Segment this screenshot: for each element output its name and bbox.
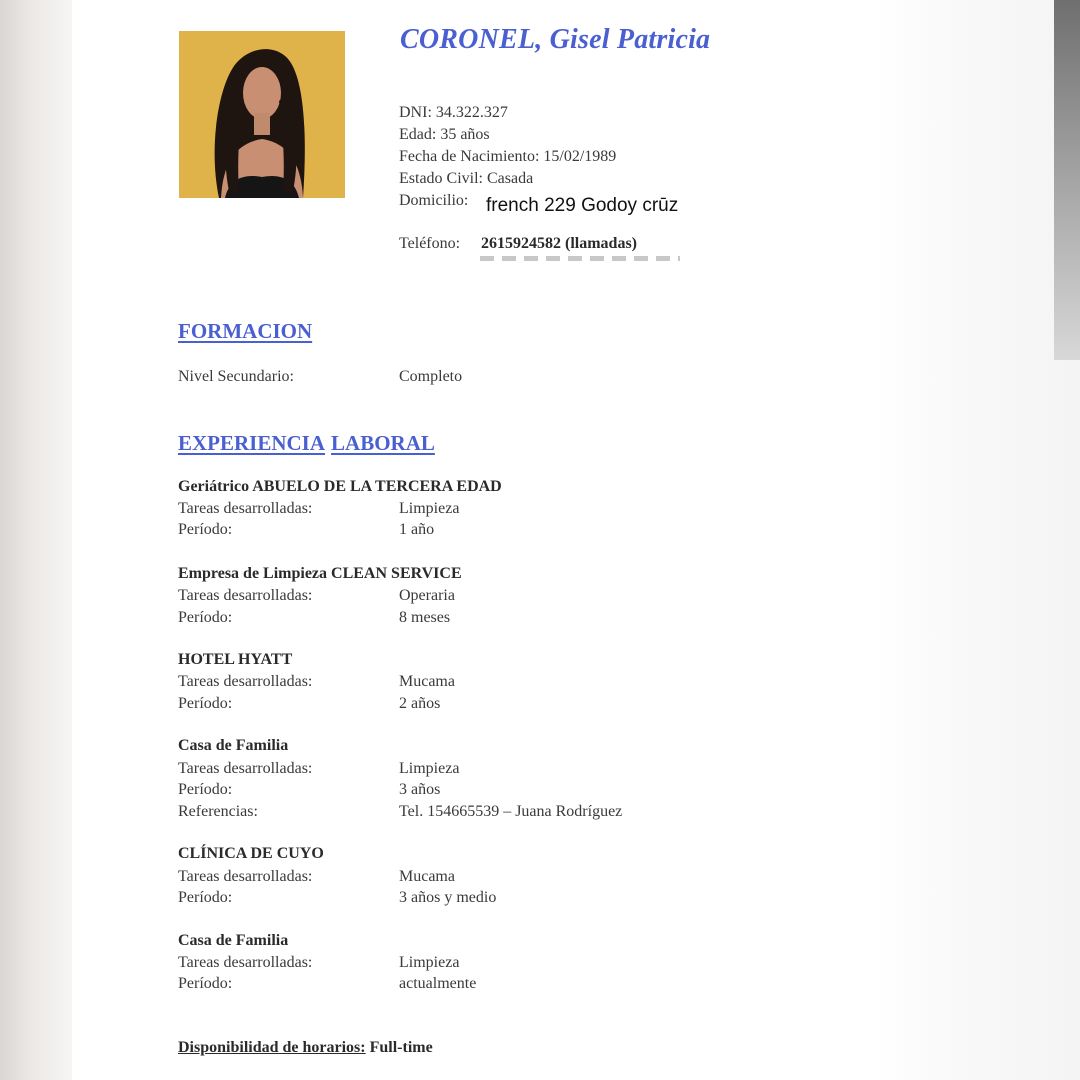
dni: DNI: 34.322.327	[399, 104, 508, 121]
domicilio-overlay-text: french 229 Godoy crūz	[486, 195, 679, 216]
section-experiencia-word1: EXPERIENCIA	[178, 431, 326, 455]
candidate-name: CORONEL, Gisel Patricia	[400, 24, 711, 55]
section-experiencia	[178, 431, 435, 456]
job-label: Referencias:	[178, 803, 258, 820]
telefono-value: 2615924582 (llamadas)	[481, 235, 637, 252]
job-title: Geriátrico ABUELO DE LA TERCERA EDAD	[178, 478, 502, 495]
job-label: Período:	[178, 609, 233, 626]
domicilio-label: Domicilio:	[399, 192, 469, 209]
formacion-value: Completo	[399, 368, 463, 385]
cropped-line	[480, 256, 680, 261]
background-right-edge	[874, 0, 1080, 1080]
job-value: 8 meses	[399, 609, 451, 626]
background-left-edge	[0, 0, 72, 1080]
job-label: Tareas desarrolladas:	[178, 868, 313, 885]
job-label: Tareas desarrolladas:	[178, 954, 313, 971]
job-title: Empresa de Limpieza CLEAN SERVICE	[178, 565, 462, 582]
job-label: Período:	[178, 521, 233, 538]
job-value: 2 años	[399, 695, 441, 712]
background-right-shadow	[1054, 0, 1080, 360]
disponibilidad-value: Full-time	[369, 1039, 433, 1056]
job-title: Casa de Familia	[178, 932, 289, 949]
telefono-label: Teléfono:	[399, 235, 461, 252]
job-value: Mucama	[399, 673, 455, 690]
job-value: Limpieza	[399, 500, 460, 517]
job-value: Limpieza	[399, 954, 460, 971]
job-value: Limpieza	[399, 760, 460, 777]
job-label: Período:	[178, 889, 233, 906]
job-value: actualmente	[399, 975, 477, 992]
job-value: Mucama	[399, 868, 455, 885]
job-value: 1 año	[399, 521, 435, 538]
disponibilidad	[178, 1039, 433, 1057]
job-title: HOTEL HYATT	[178, 651, 293, 668]
formacion-label: Nivel Secundario:	[178, 368, 294, 385]
job-label: Período:	[178, 781, 233, 798]
disponibilidad-label: Disponibilidad de horarios:	[178, 1039, 366, 1056]
profile-photo	[179, 31, 345, 198]
job-label: Tareas desarrolladas:	[178, 760, 313, 777]
job-title: CLÍNICA DE CUYO	[178, 845, 324, 862]
section-experiencia-word2: LABORAL	[331, 431, 435, 455]
job-label: Período:	[178, 975, 233, 992]
section-formacion: FORMACION	[178, 319, 313, 343]
job-value: Tel. 154665539 – Juana Rodríguez	[399, 803, 623, 820]
job-value: 3 años	[399, 781, 441, 798]
job-value: 3 años y medio	[399, 889, 497, 906]
job-title: Casa de Familia	[178, 737, 289, 754]
job-label: Período:	[178, 695, 233, 712]
job-label: Tareas desarrolladas:	[178, 673, 313, 690]
job-label: Tareas desarrolladas:	[178, 500, 313, 517]
fecha-nacimiento: Fecha de Nacimiento: 15/02/1989	[399, 148, 617, 165]
job-label: Tareas desarrolladas:	[178, 587, 313, 604]
estado-civil: Estado Civil: Casada	[399, 170, 534, 187]
edad: Edad: 35 años	[399, 126, 490, 143]
job-value: Operaria	[399, 587, 455, 604]
